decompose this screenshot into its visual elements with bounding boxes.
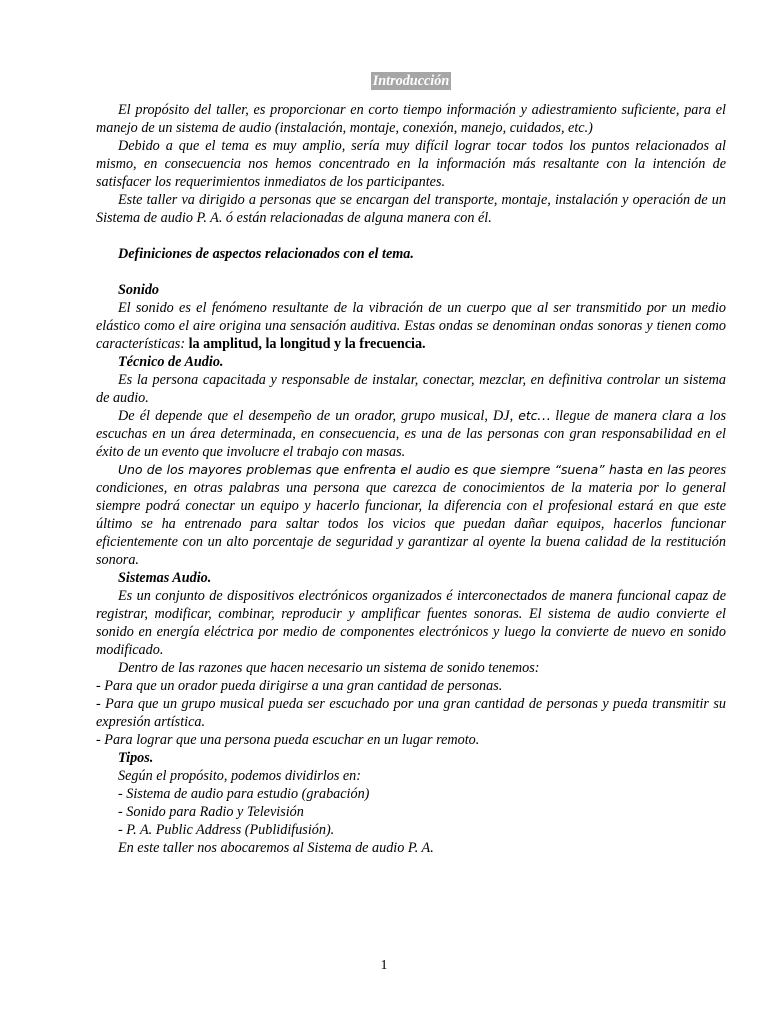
page-number: 1 xyxy=(380,958,388,973)
intro-paragraph-3: Este taller va dirigido a personas que se encargan del transporte, montaje, instalación y operación de un Sistema de audio P. A. ó están relacionadas de alguna manera con él. xyxy=(96,192,726,226)
spacer xyxy=(96,263,726,281)
spacer xyxy=(96,227,726,245)
sonido-heading: Sonido xyxy=(118,282,160,298)
tecnico-paragraph-2 xyxy=(96,407,726,461)
sonido-characteristics: la amplitud, la longitud y la frecuencia. xyxy=(188,336,426,352)
tecnico-p2-start: De él depende que el desempeño de un orador, grupo musical, DJ, xyxy=(118,408,514,424)
sistemas-paragraph-1: Es un conjunto de dispositivos electrónicos organizados é interconectados de manera funcional capaz de registrar, modificar, combinar, reproducir y amplificar fuentes sonoras. El sistema de audio convierte el sonido en energía eléctrica por medio de componentes electrónicos y luego la convierte de nuevo en sonido modificado. xyxy=(96,588,726,658)
tipos-closing: En este taller nos abocaremos al Sistema de audio P. A. xyxy=(118,840,434,856)
reason-item-3: - Para lograr que una persona pueda escuchar en un lugar remoto. xyxy=(96,732,480,748)
reason-item-2: - Para que un grupo musical pueda ser escuchado por una gran cantidad de personas y pueda transmitir su expresión artística. xyxy=(96,696,726,730)
tipos-intro: Según el propósito, podemos dividirlos en: xyxy=(118,768,362,784)
tipos-heading: Tipos. xyxy=(118,750,154,766)
intro-paragraph-2: Debido a que el tema es muy amplio, sería muy difícil lograr tocar todos los puntos relacionados al mismo, en consecuencia nos hemos concentrado en la información más resaltante con la intención de satisfacer los requerimientos inmediatos de los participantes. xyxy=(96,138,726,190)
title-wrap xyxy=(96,72,726,90)
tipos-item-3: - P. A. Public Address (Publidifusión). xyxy=(118,822,335,838)
sistemas-paragraph-2: Dentro de las razones que hacen necesario un sistema de sonido tenemos: xyxy=(118,660,540,676)
tecnico-p2-etc: etc xyxy=(518,408,538,423)
sonido-paragraph xyxy=(96,299,726,353)
tipos-item-1: - Sistema de audio para estudio (grabación) xyxy=(118,786,370,802)
tecnico-p3-end: peores condiciones, en otras palabras una persona que carezca de conocimientos de la materia por lo general siempre podrá conectar un equipo y hacerlo funcionar, la diferencia con el profesional estará en que este último se ha entrenado para saltar todos los vicios que puedan dañar equipos, hacerlos funcionar eficientemente con un alto porcentaje de seguridad y garantizar al oyente la buena calidad de la restitución sonora. xyxy=(96,462,726,568)
sistemas-heading: Sistemas Audio. xyxy=(118,570,212,586)
tipos-item-2: - Sonido para Radio y Televisión xyxy=(118,804,304,820)
definitions-heading: Definiciones de aspectos relacionados con el tema. xyxy=(118,246,414,262)
sonido-text: El sonido es el fenómeno resultante de la vibración de un cuerpo que al ser transmitido por un medio elástico como el aire origina una sensación auditiva. Estas ondas se denominan ondas sonoras y tienen como características: xyxy=(96,300,726,352)
document-page xyxy=(96,72,726,857)
intro-paragraph-1: El propósito del taller, es proporcionar en corto tiempo información y adiestramiento suficiente, para el manejo de un sistema de audio (instalación, montaje, conexión, manejo, cuidados, etc.) xyxy=(96,102,726,136)
tecnico-p3-start: Uno de los mayores problemas que enfrenta el audio es que siempre “suena” hasta en las xyxy=(118,462,685,477)
tecnico-paragraph-1: Es la persona capacitada y responsable de instalar, conectar, mezclar, en definitiva controlar un sistema de audio. xyxy=(96,372,726,406)
tecnico-p2-end: … llegue de manera clara a los escuchas en un área determinada, en consecuencia, es una de las personas con gran responsabilidad en el éxito de un evento que involucre el trabajo con masas. xyxy=(96,408,726,460)
tecnico-heading: Técnico de Audio. xyxy=(118,354,224,370)
reason-item-1: - Para que un orador pueda dirigirse a una gran cantidad de personas. xyxy=(96,678,503,694)
tecnico-paragraph-3 xyxy=(96,461,726,569)
page-title: Introducción xyxy=(372,73,450,89)
